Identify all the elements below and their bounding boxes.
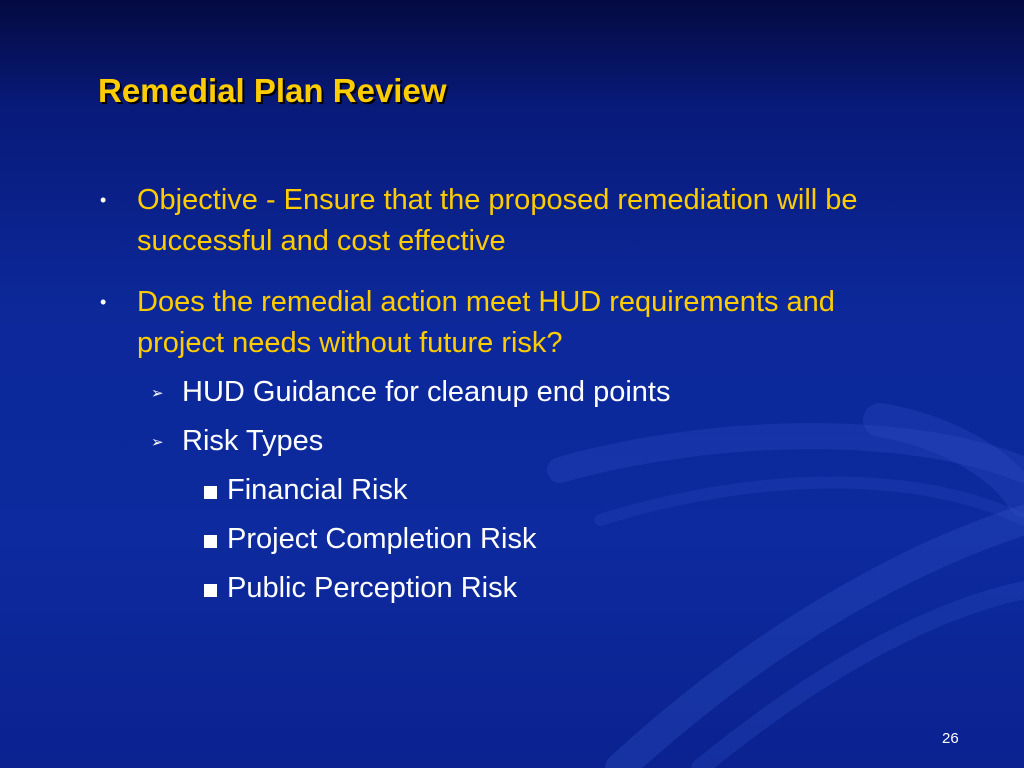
sub-sub-bullet-item — [96, 568, 916, 609]
bullet-item — [96, 180, 916, 262]
page-number: 26 — [942, 730, 959, 747]
arrow-bullet-icon: ➢ — [151, 434, 164, 451]
sub-bullet-item — [96, 372, 916, 413]
square-bullet-icon — [204, 584, 217, 597]
bullet-text: Objective - Ensure that the proposed remediation will be successful and cost effective — [137, 184, 858, 257]
arrow-bullet-icon: ➢ — [151, 385, 164, 402]
sub-sub-bullet-text: Public Perception Risk — [227, 572, 518, 604]
sub-sub-bullet-item — [96, 519, 916, 560]
bullet-text: Does the remedial action meet HUD requirements and project needs without future risk? — [137, 286, 835, 359]
sub-bullet-text: HUD Guidance for cleanup end points — [182, 376, 671, 408]
bullet-dot-icon: • — [100, 292, 107, 312]
slide-title: Remedial Plan Review — [98, 72, 447, 109]
square-bullet-icon — [204, 535, 217, 548]
sub-sub-bullet-item — [96, 470, 916, 511]
bullet-dot-icon: • — [100, 190, 107, 210]
square-bullet-icon — [204, 486, 217, 499]
sub-sub-bullet-text: Project Completion Risk — [227, 523, 537, 555]
bullet-item — [96, 282, 916, 364]
sub-bullet-text: Risk Types — [182, 425, 324, 457]
slide-content — [96, 180, 916, 617]
sub-sub-bullet-text: Financial Risk — [227, 474, 408, 506]
sub-bullet-item — [96, 421, 916, 462]
